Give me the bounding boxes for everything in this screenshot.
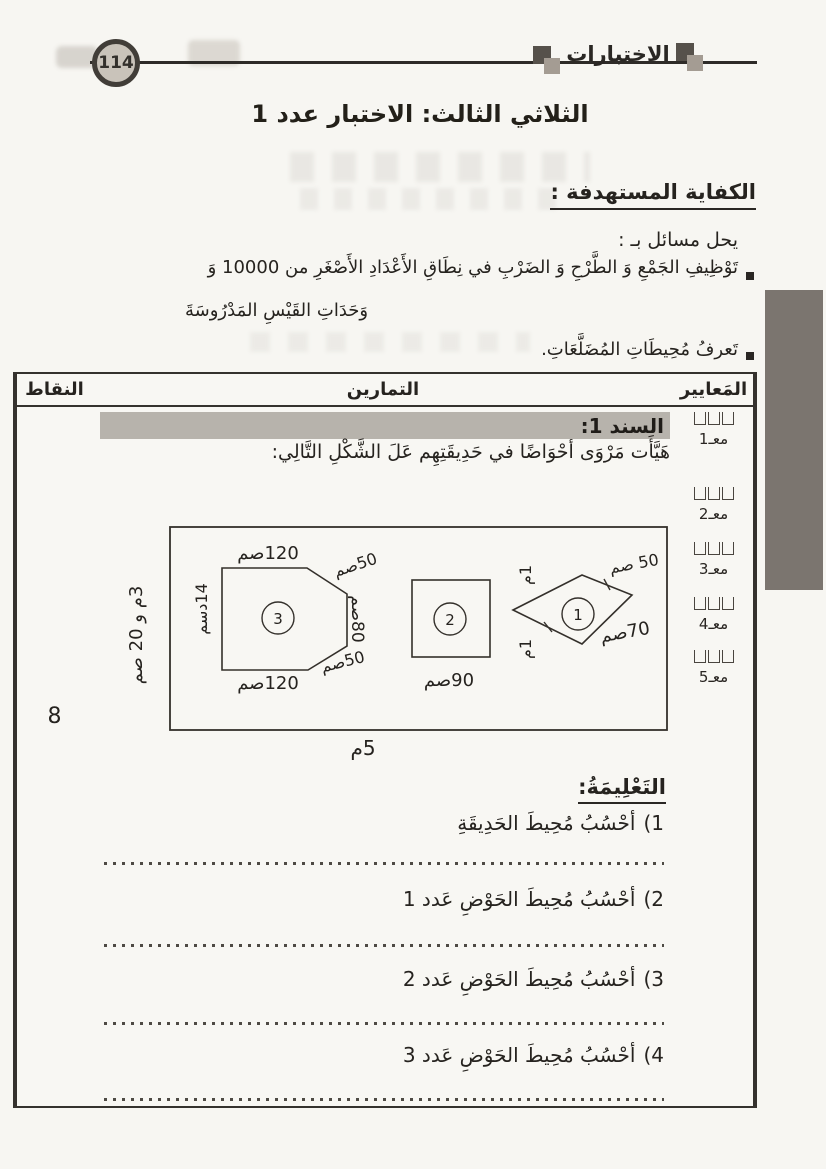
exam-table [13,372,757,1108]
score-boxes [694,542,734,555]
answer-dotted-line [104,1098,664,1101]
column-header-criteria: المَعايير [674,374,755,405]
basin-1-number: 1 [573,606,583,624]
question-text: أحْسُبُ مُحِيطَ الحَدِيقَةِ [457,811,636,835]
basin-1-top-right-label: 50 صم [607,549,661,578]
basin-3-bottom-right-label: 50صم [318,647,367,677]
criteria-cell [674,407,755,1106]
bullet-square-icon [746,352,754,360]
column-header-points: النقاط [15,374,92,405]
answer-dotted-line [104,862,664,865]
criteria-entry [674,597,753,633]
page-number-badge [92,39,140,87]
criteria-label: معـ4 [698,615,729,633]
basin-1-bottom-right-label: 70صم [598,617,652,648]
competency-heading: الكفاية المستهدفة : [550,180,756,210]
competency-bullet-1-line-1: تَوْظِيفِ الجَمْعِ وَ الطَّرْحِ وَ الضَرْبِ في نِطَاقِ الأَعْدَادِ الأَصْغَرِ من 10000 وَ [207,257,738,278]
score-boxes [694,650,734,663]
score-boxes [694,412,734,425]
basin-3-top-label: 120صم [237,543,299,564]
basin-3-right-label: 80صم [347,595,367,643]
exercise-cell [92,407,674,1106]
question-2 [403,887,664,911]
basin-1-top-left-label: 1م [516,564,535,586]
criteria-entry [674,412,753,448]
points-cell [15,407,92,1106]
points-value: 8 [47,704,62,729]
competency-bullet-2: تَعرفُ مُحِيطَاتِ المُضَلَّعَاتِ. [541,339,738,360]
basin-2-number: 2 [445,611,455,629]
criteria-label: معـ2 [698,505,729,523]
basin-2-bottom-label: 90صم [423,670,475,691]
exercise-statement: هَيَّأَت مَرْوَى أحْوَاضًا في حَدِيقَتِهِم عَلَ الشَّكْلِ التَّالِي: [271,441,670,463]
section-title: الاختبارات [566,42,670,66]
answer-dotted-line [104,944,664,947]
basin-1-bottom-left-label: 1م [516,638,535,660]
score-boxes [694,597,734,610]
basin-3-top-right-label: 50صم [331,548,380,581]
criteria-entry [674,542,753,578]
question-4 [403,1043,664,1067]
garden-width-label: 5م [350,736,376,760]
garden-diagram [120,517,690,769]
answer-dotted-line [104,1022,664,1025]
score-boxes [694,487,734,500]
garden-height-label: 3م و 20 صم [126,585,147,685]
table-header-row [15,374,755,407]
question-number: 4) [643,1043,664,1067]
basin-3-number: 3 [273,610,283,628]
question-number: 2) [643,887,664,911]
criteria-label: معـ3 [698,560,729,578]
page-title: الثلاثي الثالث: الاختبار عدد 1 [251,100,589,128]
support-highlight-bar [100,412,670,439]
bullet-square-icon [746,272,754,280]
question-number: 1) [643,811,664,835]
scan-artifact [250,332,530,352]
basin-3-left-label: 14دسم [192,583,211,635]
competency-bullet-1-line-2: وَحَدَاتِ القَيْسِ المَدْرُوسَةَ [185,300,369,321]
support-label: السند 1: [580,413,664,438]
table-body-row [15,407,755,1106]
question-number: 3) [643,967,664,991]
page-number: 114 [98,53,134,73]
deco-square-gray-left [544,58,560,74]
question-1 [457,811,664,835]
instruction-heading: التَعْلِيمَةُ: [578,775,666,804]
deco-square-gray-right [687,55,703,71]
competency-intro: يحل مسائل بـ : [618,229,738,251]
criteria-entry [674,487,753,523]
question-text: أحْسُبُ مُحِيطَ الحَوْضِ عَدد 3 [402,1043,636,1067]
criteria-label: معـ5 [698,668,729,686]
question-3 [403,967,664,991]
tick-mark [544,622,552,632]
column-header-exercises: التمارين [346,379,420,400]
criteria-entry [674,650,753,686]
scan-artifact [290,152,590,182]
basin-3-bottom-label: 120صم [237,673,299,694]
scan-artifact [300,188,560,210]
criteria-label: معـ1 [698,430,729,448]
question-text: أحْسُبُ مُحِيطَ الحَوْضِ عَدد 2 [402,967,636,991]
page-edge-gray-bar [765,290,823,590]
question-text: أحْسُبُ مُحِيطَ الحَوْضِ عَدد 1 [402,887,636,911]
